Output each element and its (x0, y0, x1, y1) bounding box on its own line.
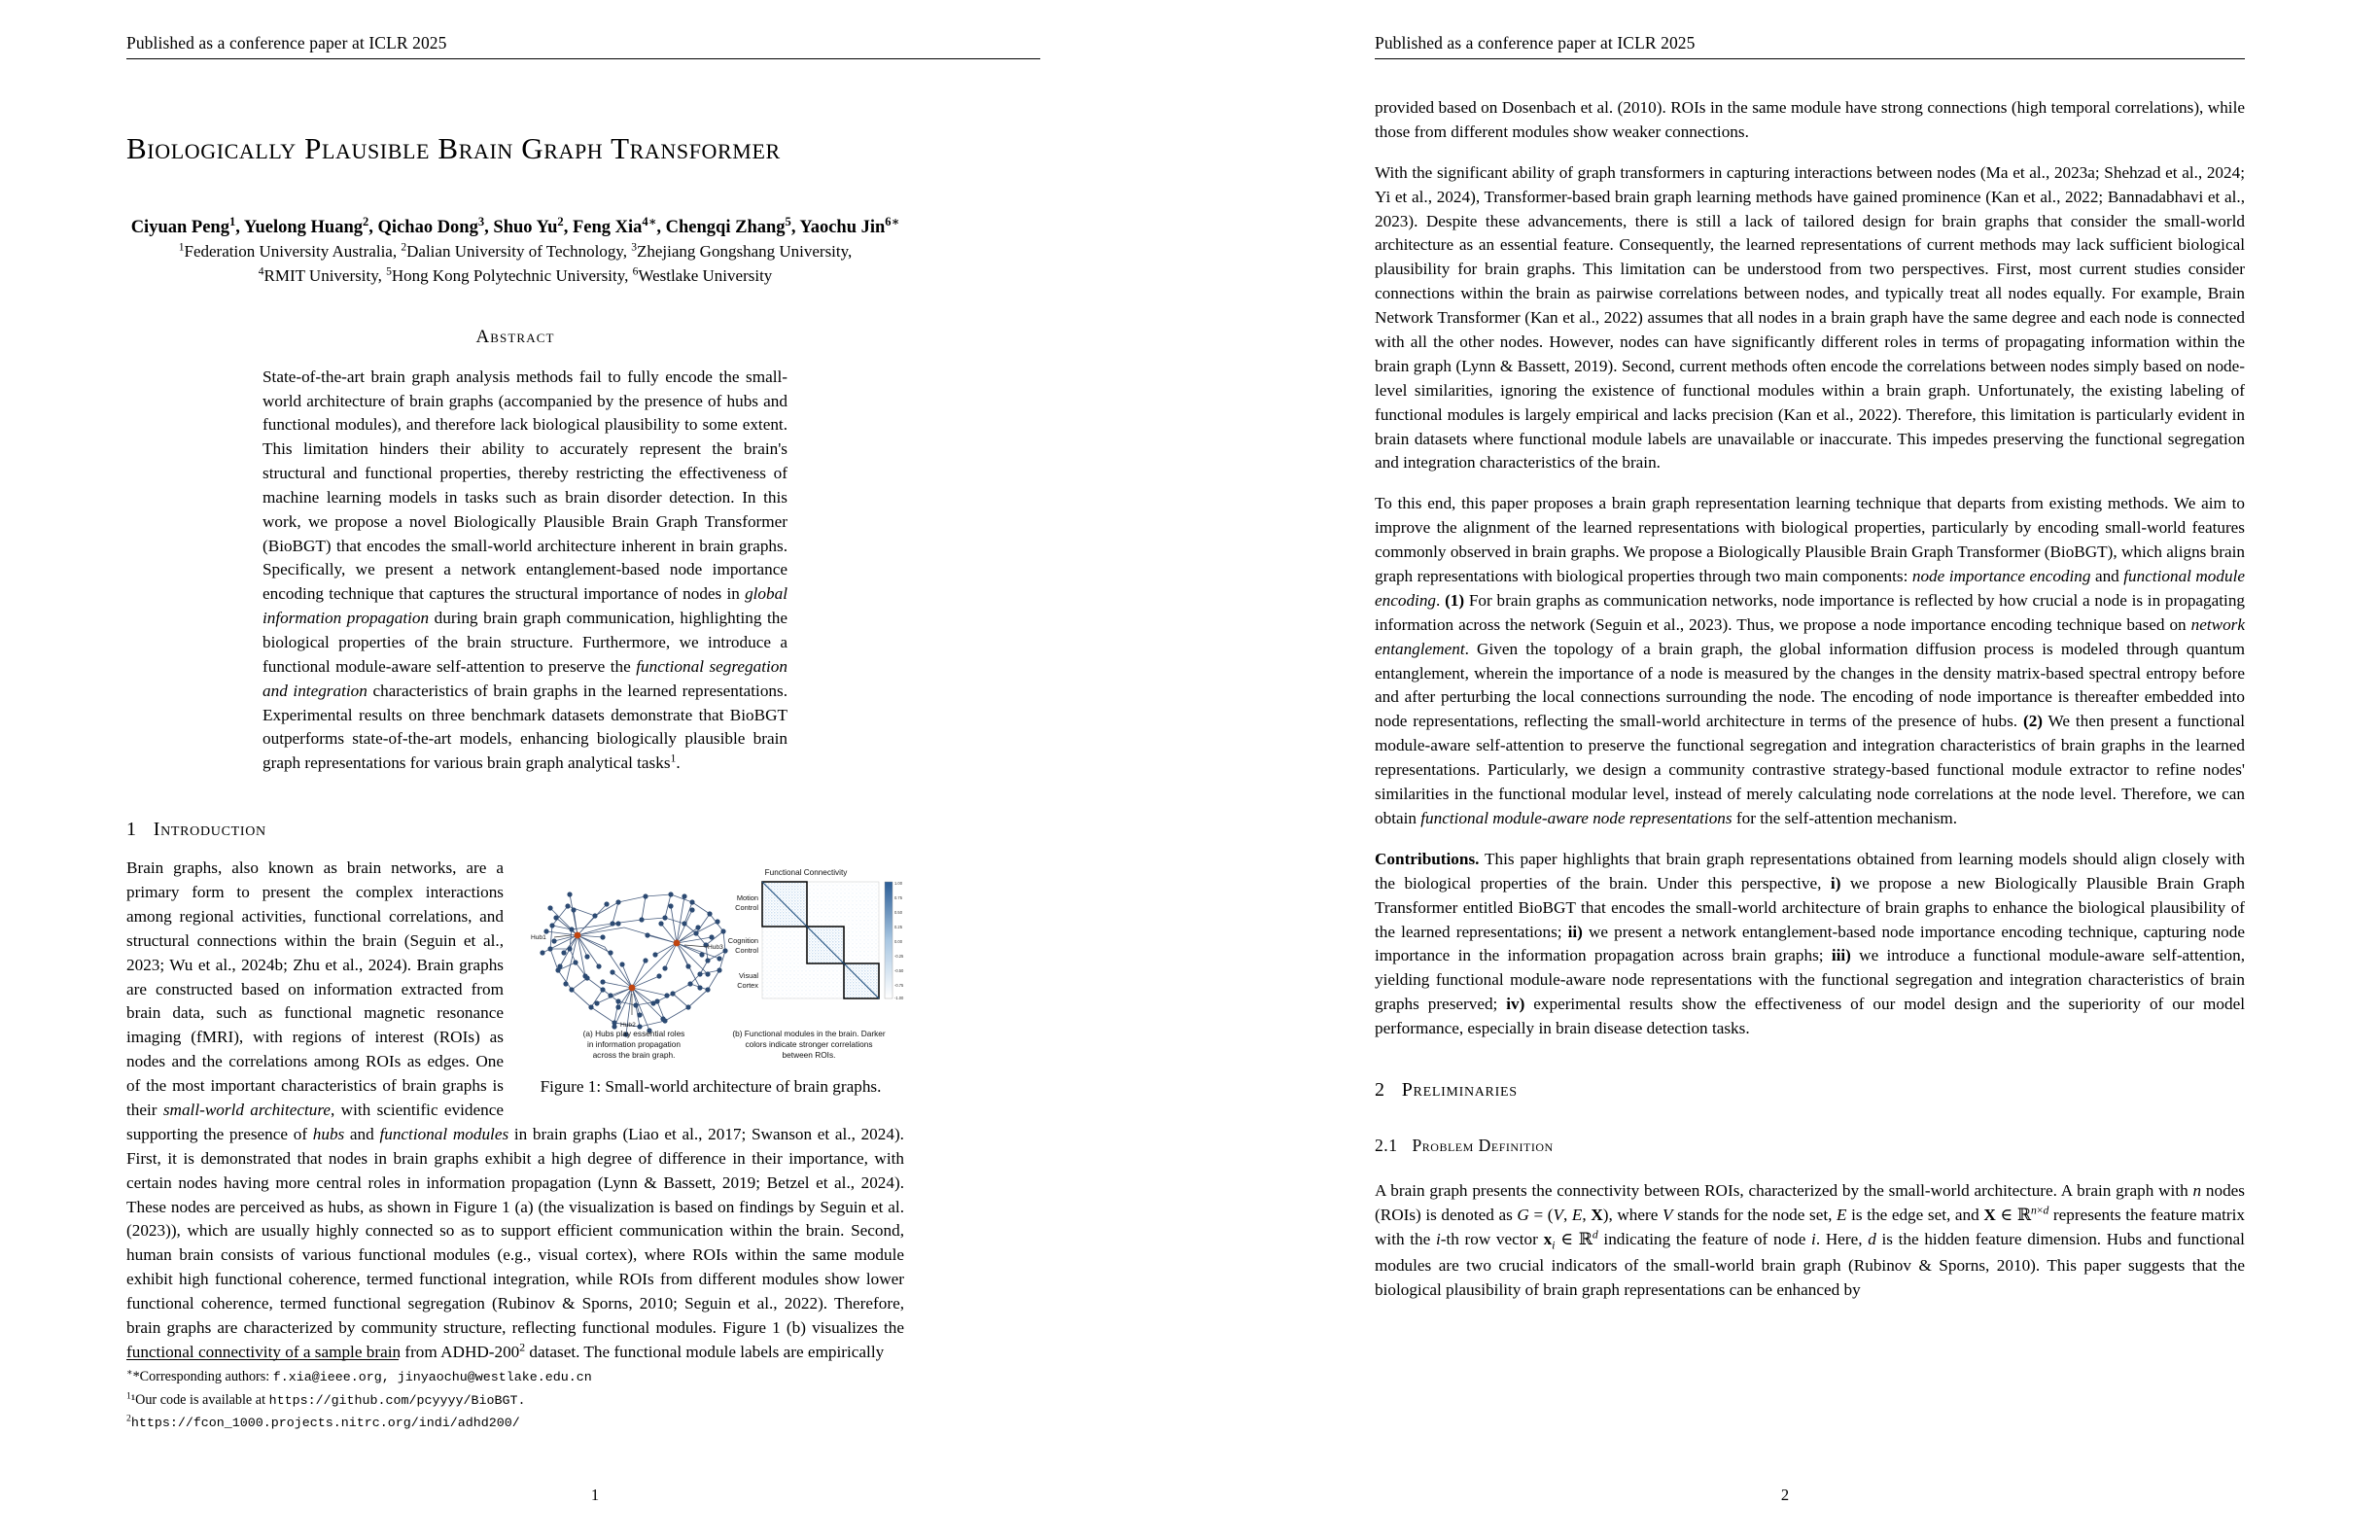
panel-a-graph (542, 894, 725, 1034)
page-title: Biologically Plausible Brain Graph Transformer (126, 131, 781, 165)
running-head: Published as a conference paper at ICLR 2025 (126, 33, 1040, 59)
footnote-corresponding-emails[interactable]: f.xia@ieee.org, jinyaochu@westlake.edu.cn (272, 1371, 592, 1385)
svg-text:0.50: 0.50 (894, 910, 902, 916)
footnote-rule (126, 1359, 399, 1360)
hub1-label: Hub1 (531, 934, 546, 942)
intro-paragraph: Brain graphs, also known as brain networks, are a primary form to present the complex interactions among regional activities, functional correlations, and structural connections within the brain (Seguin et al., 2023; Wu et al., 2024b; Zhu et al., 2024). Brain graphs are constructed based on information extracted from brain data, such as functional magnetic resonance imaging (fMRI), with regions of interest (ROIs) as nodes and the correlations among ROIs as edges. One of the most important characteristics of brain graphs is their small-world architecture, with scientific evidence supporting the presence of hubs and functional modules in brain graphs (Liao et al., 2017; Swanson et al., 2024). First, it is demonstrated that nodes in brain graphs exhibit a high degree of difference in their importance, with certain nodes having more central roles in information propagation (Lynn & Bassett, 2019; Betzel et al., 2024). These nodes are perceived as hubs, as shown in Figure 1 (a) (the visualization is based on findings by Seguin et al. (2023)), which are usually highly connected so as to support efficient communication within the brain. Second, human brain consists of various functional modules (e.g., visual cortex), where ROIs within the same module exhibit high functional coherence, termed functional integration, while ROIs from different modules show lower functional coherence, termed functional segregation (Rubinov & Sporns, 2010; Seguin et al., 2022). Therefore, brain graphs are characterized by community structure, reflecting functional modules. Figure 1 (b) visualizes the functional connectivity of a sample brain from ADHD-$200^2$ dataset. The functional module labels are empirically (126, 858, 904, 1361)
svg-text:-0.25: -0.25 (894, 954, 904, 960)
right-paragraph-1: provided based on Dosenbach et al. (2010). ROIs in the same module have strong connections (high temporal correlations), while those from different modules show weaker connections. (1375, 98, 2245, 141)
left-column-body (126, 857, 904, 1365)
section-heading-introduction (126, 819, 1040, 841)
abstract-heading: Abstract (475, 326, 555, 347)
svg-text:0.25: 0.25 (894, 925, 902, 930)
row-label-motion-2: Control (735, 903, 758, 913)
author-names: Ciyuan Peng$^1$, Yuelong Huang$^2$, Qichao Dong$^3$, Shuo Yu$^2$, Feng Xia$^{4∗}$, Chengqi Zhang$^5$, Yaochu Jin$^{6∗}$ (130, 214, 900, 237)
subcaption-a-line3: across the brain graph. (592, 1050, 676, 1061)
svg-text:0.75: 0.75 (894, 895, 902, 901)
right-paragraph-2: With the significant ability of graph transformers in capturing interactions between nodes (Ma et al., 2023a; Shehzad et al., 2024; Yi et al., 2024), Transformer-based brain graph learning methods have gained prominence (Kan et al., 2022; Bannadabhavi et al., 2023). Despite these advancements, there is still a lack of tailored design for brain graphs that consider the small-world architecture as an essential feature. Consequently, the learned representations of current methods may lack sufficient biological plausibility for brain graphs. This limitation can be understood from two perspectives. First, most current studies consider connections within the brain as pairwise correlations between nodes, and typically treat all nodes equally. For example, Brain Network Transformer (Kan et al., 2022) assumes that all nodes in a brain graph have the same degree and each node is connected with all the other nodes. However, nodes can have significantly different roles in terms of propagating information within the brain graph (Lynn & Bassett, 2019). Second, current methods often encode the correlations between nodes simply based on node-level similarities, ignoring the existence of functional modules within a brain graph. Unfortunately, the existing labeling of functional modules is largely empirical and lacks precision (Kan et al., 2022). Therefore, this limitation is particularly evident in brain datasets where functional module labels are unavailable or inaccurate. This impedes preserving the functional segregation and integration characteristics of the brain. (1375, 162, 2245, 472)
colorbar (885, 882, 892, 998)
prelim-section-number: 2 (1375, 1078, 1385, 1101)
subcaption-a-line2: in information propagation (587, 1039, 681, 1050)
right-column-body (1375, 96, 2245, 1303)
right-paragraph-contributions: Contributions. This paper highlights that brain graph representations obtained from learning models should align closely with the biological properties of the brain. Under this perspective, i) we propose a new Biologically Plausible Brain Graph Transformer entitled BioBGT that encodes the small-world architecture of brain graphs to enhance the biological plausibility of the learned representations; ii) we present a network entanglement-based node importance encoding technique, capturing node importance in the information propagation across brain graphs; iii) we introduce a functional module-aware self-attention, yielding functional module-aware node representations with the functional segregation and integration characteristics of brain graphs preserved; iv) experimental results show the effectiveness of our model design and the superiority of our model performance, especially in brain disease detection tasks. (1375, 849, 2245, 1038)
row-label-cognition-2: Control (735, 946, 758, 956)
footnote-dataset: $^2$https://fcon_1000.projects.nitrc.org/indi/adhd200/ (126, 1413, 520, 1432)
panel-subcaptions (583, 1029, 886, 1060)
page-2 (1190, 0, 2380, 1540)
row-label-motion: Motion (736, 893, 758, 903)
footnote-dataset-url[interactable]: https://fcon_1000.projects.nitrc.org/indi/adhd200/ (130, 1417, 520, 1432)
prelim-section-label: Preliminaries (1401, 1078, 1518, 1101)
subcaption-b-line2: colors indicate stronger correlations (745, 1039, 873, 1050)
figure-1-graphics (517, 859, 904, 1066)
footnote-code-label: ¹Our code is available at (130, 1391, 269, 1408)
hub2-label: Hub2 (620, 1022, 636, 1030)
footnote-corresponding: ∗*Corresponding authors: f.xia@ieee.org, jinyaochu@westlake.edu.cn (126, 1367, 592, 1385)
affiliation-line-1: $^1$Federation University Australia, $^2$Dalian University of Technology, $^3$Zhejiang Gongshang University, (178, 240, 853, 262)
colorbar-ticks (894, 881, 904, 1000)
panel-a-nodes (540, 892, 727, 1039)
svg-text:1.00: 1.00 (894, 881, 902, 887)
right-paragraph-problem-definition: A brain graph presents the connectivity between ROIs, characterized by the small-world architecture. A brain graph with n nodes (ROIs) is denoted as G = (V, E, X), where V stands for the node set, E is the edge set, and X ∈ ℝ$^{n\times d}$ represents the feature matrix with the i-th row vector $x_i$ ∈ ℝ$^d$ indicating the feature of node i. Here, d is the hidden feature dimension. Hubs and functional modules are two crucial indicators of the small-world brain graph (Rubinov & Sporns, 2010). This paper suggests that the biological plausibility of brain graph representations can be enhanced by (1375, 1181, 2246, 1299)
subcaption-b-line3: between ROIs. (782, 1050, 836, 1061)
figure-1 (517, 859, 904, 1099)
author-list (126, 215, 904, 241)
contributions-label: Contributions. (1375, 849, 1480, 868)
right-paragraph-3: To this end, this paper proposes a brain graph representation learning technique that departs from existing methods. We aim to improve the alignment of the learned representations with biological properties, particularly by encoding small-world features commonly observed in brain graphs. We propose a Biologically Plausible Brain Graph Transformer (BioBGT), which aligns brain graph representations with biological properties through two main components: node importance encoding and functional module encoding. (1) For brain graphs as communication networks, node importance is reflected by how crucial a node is in propagating information across the network (Seguin et al., 2023). Thus, we propose a node importance encoding technique based on network entanglement. Given the topology of a brain graph, the global information diffusion process is modeled through quantum entanglement, wherein the importance of a node is measured by the changes in the density matrix-based spectral entropy before and after perturbing the local connections surrounding the node. The encoding of node importance is thereafter embedded into node representations, reflecting the small-world architecture in terms of the presence of hubs. (2) We then present a functional module-aware self-attention to preserve the functional segregation and integration characteristics of brain graphs in the learned representations. Particularly, we design a community contrastive strategy-based functional module extractor to refine nodes' similarities in the functional modular level, instead of merely calculating node correlations at the node level. Therefore, we can obtain functional module-aware node representations for the self-attention mechanism. (1375, 494, 2246, 827)
affiliations (126, 240, 904, 287)
running-head-right: Published as a conference paper at ICLR 2025 (1375, 33, 2245, 59)
footnote-corresponding-label: *Corresponding authors: (132, 1369, 273, 1384)
section-number: 1 (126, 819, 137, 841)
svg-text:-0.50: -0.50 (894, 968, 904, 974)
row-label-visual-2: Cortex (737, 981, 758, 991)
problem-def-label: Problem Definition (1412, 1135, 1554, 1155)
svg-text:-1.00: -1.00 (894, 996, 904, 1001)
section-label: Introduction (153, 819, 266, 841)
page-number-left: 1 (590, 1486, 600, 1504)
row-label-visual: Visual (739, 971, 758, 981)
panel-a-hub-arrows (554, 935, 708, 1015)
svg-text:0.00: 0.00 (894, 939, 902, 945)
subsection-heading-problem-definition (1375, 1134, 2245, 1158)
problem-def-number: 2.1 (1375, 1135, 1398, 1155)
svg-text:-0.75: -0.75 (894, 983, 904, 989)
footnotes (126, 1359, 904, 1435)
panel-b-title: Functional Connectivity (764, 868, 848, 878)
page-number-right: 2 (1780, 1486, 1790, 1504)
section-heading-preliminaries (1375, 1076, 2245, 1104)
subcaption-a-line1: (a) Hubs play essential roles (582, 1029, 685, 1039)
figure-1-caption: Figure 1: Small-world architecture of brain graphs. (540, 1077, 882, 1097)
subcaption-b-line1: (b) Functional modules in the brain. Darker (732, 1029, 886, 1039)
hub3-label: Hub3 (708, 944, 723, 952)
abstract-text: State-of-the-art brain graph analysis methods fail to fully encode the small-world architecture of brain graphs (accompanied by the presence of hubs and functional modules), and therefore lack biological plausibility to some extent. This limitation hinders their ability to accurately represent the brain's structural and functional properties, thereby restricting the effectiveness of machine learning models in tasks such as brain disorder detection. In this work, we propose a novel Biologically Plausible Brain Graph Transformer (BioBGT) that encodes the small-world architecture inherent in brain graphs. Specifically, we present a network entanglement-based node importance encoding technique that captures the structural importance of nodes in global information propagation during brain graph communication, highlighting the biological properties of the brain structure. Furthermore, we introduce a functional module-aware self-attention to preserve the functional segregation and integration characteristics of brain graphs in the learned representations. Experimental results on three benchmark datasets demonstrate that BioBGT outperforms state-of-the-art models, enhancing biologically plausible brain graph representations for various brain graph analytical tasks$^1$. (262, 367, 788, 773)
footnote-code: $^1$¹Our code is available at https://github.com/pcyyyy/BioBGT. (126, 1389, 526, 1409)
figure-1-svg (517, 859, 904, 1066)
affiliation-line-2: $^4$RMIT University, $^5$Hong Kong Polytechnic University, $^6$Westlake University (258, 263, 773, 285)
row-label-cognition: Cognition (727, 936, 758, 946)
footnote-code-url[interactable]: https://github.com/pcyyyy/BioBGT. (268, 1393, 526, 1409)
